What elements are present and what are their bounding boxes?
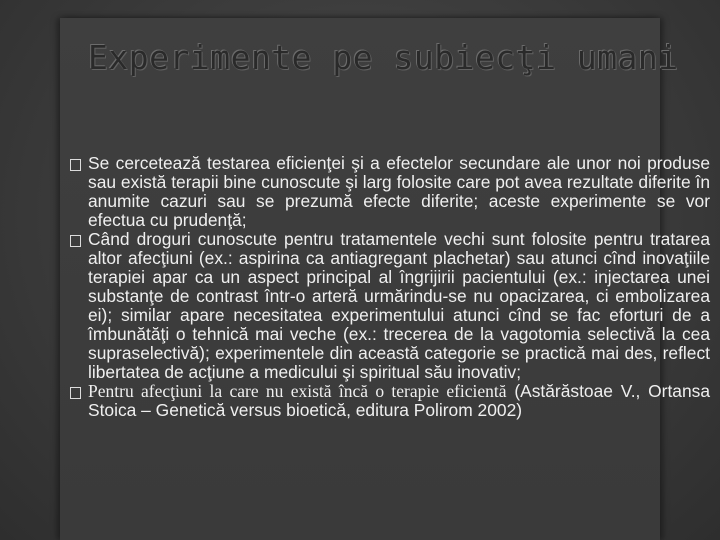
bullet-text [88, 382, 710, 420]
bullet-text: Se cercetează testarea eficienţei şi a efectelor secundare ale unor noi produse sau există terapii bine cunoscute şi larg folosite care pot avea rezultate diferite în anumite cazuri sau se prezumă efecte diferite; aceste experimente se vor efectua cu prudenţă; [88, 153, 710, 230]
bullet-list [70, 154, 710, 420]
hollow-square-icon [70, 387, 81, 399]
bullet-text-citation: (Astărăstoae V., Ortansa Stoica – Genetică versus bioetică, editura Polirom 2002) [88, 381, 710, 420]
bullet-item-2 [70, 230, 710, 382]
bullet-text-serif: Pentru afecţiuni la care nu există încă o terapie eficientă [88, 381, 507, 401]
hollow-square-icon [70, 235, 81, 247]
hollow-square-icon [70, 159, 81, 171]
bullet-item-1 [70, 154, 710, 230]
bullet-item-3 [70, 382, 710, 420]
bullet-text: Când droguri cunoscute pentru tratamentele vechi sunt folosite pentru tratarea altor afecţiuni (ex.: aspirina ca antiagregant plachetar) sau atunci cînd inovaţiile terapiei apar ca un aspect principal al îngrijirii pacientului (ex.: injectarea unei substanţe de contrast într-o arteră urmărindu-se nu opacizarea, ci embolizarea ei); similar apare necesitatea experimentului atunci cînd se fac eforturi de a îmbunătăţi o tehnică mai veche (ex.: trecerea de la vagotomia selectivă la cea supraselectivă); experimentele din această categorie se practică mai des, reflect libertatea de acţiune a medicului şi spiritual său inovativ; [88, 229, 710, 382]
slide-title: Experimente pe subiecţi umani [88, 38, 679, 77]
